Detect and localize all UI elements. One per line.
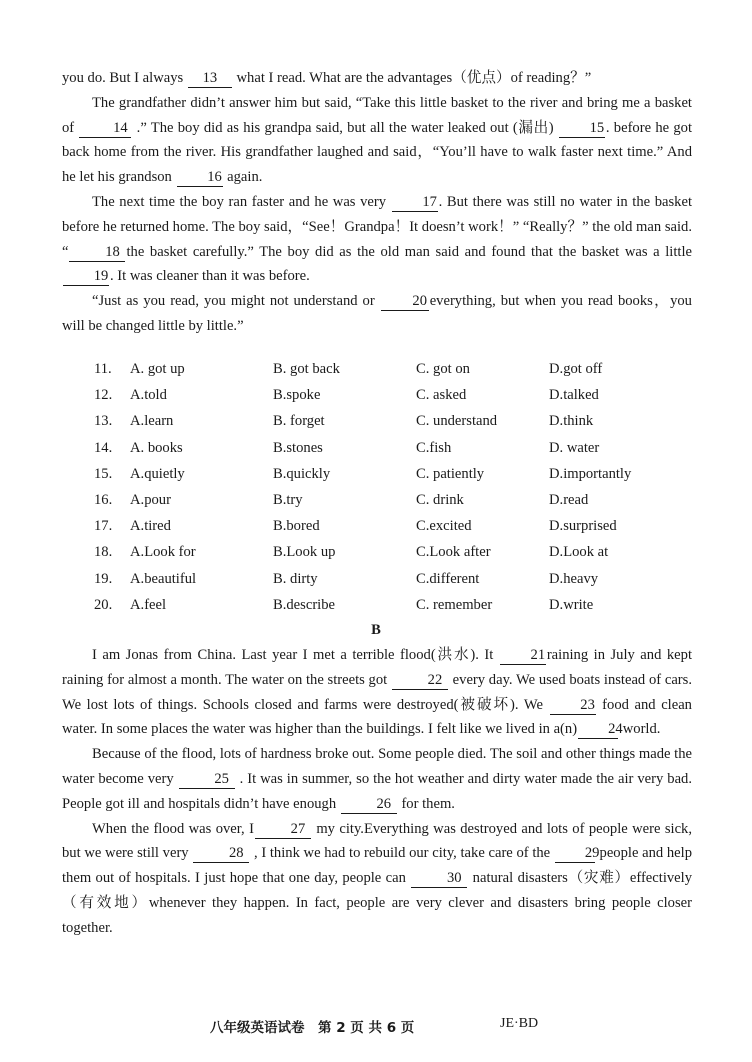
passage-text: every day. We used boats instead of cars. We lost lots of things. Schools closed and farms were destroyed(被破坏). We xyxy=(62,671,692,713)
answer-blank: 27 xyxy=(255,821,311,839)
option-c: C. asked xyxy=(416,387,467,404)
option-row xyxy=(94,492,714,518)
option-b: B.stones xyxy=(273,439,323,456)
answer-blank: 20 xyxy=(381,293,429,311)
option-b: B.try xyxy=(273,491,303,508)
answer-blank: 24 xyxy=(578,721,618,739)
option-c: C.different xyxy=(416,570,480,587)
option-d: D.talked xyxy=(549,387,599,404)
option-b: B.bored xyxy=(273,518,320,535)
question-number: 14. xyxy=(94,439,113,456)
passage-text: natural disasters（灾难）effectively（有效地）whenever they happen. In fact, people are very clever and disasters bring people closer together. xyxy=(62,870,692,936)
passage-text: you do. But I always xyxy=(62,70,187,86)
answer-blank: 23 xyxy=(550,697,596,715)
option-row xyxy=(94,466,714,492)
option-a: A.beautiful xyxy=(130,570,197,587)
question-number: 13. xyxy=(94,413,113,430)
passage-text: The next time the boy ran faster and he was very xyxy=(92,193,391,210)
passage-text: again. xyxy=(223,169,263,186)
option-row xyxy=(94,544,714,570)
option-a: A. got up xyxy=(130,361,185,377)
passage-text: , I think we had to rebuild our city, take care of the xyxy=(250,845,554,862)
answer-blank: 15 xyxy=(559,120,605,138)
passage-text: raining in July and kept raining for almost a month. The water on the streets got xyxy=(62,647,692,688)
option-row xyxy=(94,361,714,387)
option-b: B. forget xyxy=(273,413,325,430)
answer-blank: 19 xyxy=(63,268,109,286)
option-row xyxy=(94,440,714,466)
option-row xyxy=(94,387,714,413)
option-d: D.surprised xyxy=(549,518,617,535)
option-d: D.importantly xyxy=(549,465,632,482)
passage-text: . But there was still no water in the basket before he returned home. The boy said，“See！Grandpa！It doesn’t work！” “Really？” the old man said. “ xyxy=(62,193,693,260)
passage-paragraph xyxy=(62,643,692,742)
option-b: B.Look up xyxy=(273,544,336,561)
passage-paragraph xyxy=(62,289,692,339)
option-a: A.Look for xyxy=(130,544,196,561)
option-a: A.tired xyxy=(130,518,171,535)
passage-text: . It was in summer, so the hot weather and dirty water made the air very bad. People got ill and hospitals didn’t have enough xyxy=(62,770,692,812)
question-number: 15. xyxy=(94,465,113,482)
answer-blank: 18 xyxy=(69,244,125,262)
option-a: A. books xyxy=(130,439,183,456)
passage-text: The grandfather didn’t answer him but said, “Take this little basket to the river and bring me a basket of xyxy=(62,94,692,136)
question-number: 11. xyxy=(94,361,112,377)
option-row xyxy=(94,518,714,544)
answer-blank: 22 xyxy=(392,672,448,690)
answer-blank: 16 xyxy=(177,169,223,187)
passage-paragraph xyxy=(62,817,692,941)
question-number: 12. xyxy=(94,387,113,404)
option-a: A.learn xyxy=(130,413,174,430)
option-c: C.fish xyxy=(416,439,452,456)
answer-blank: 21 xyxy=(500,647,546,665)
passage-b xyxy=(62,643,692,941)
option-b: B.spoke xyxy=(273,387,321,404)
option-c: C. patiently xyxy=(416,465,485,482)
option-c: C. remember xyxy=(416,596,493,613)
option-a: A.pour xyxy=(130,491,171,508)
passage-text: people and help them out of hospitals. I just hope that one day, people can xyxy=(62,845,693,887)
options-list xyxy=(94,361,714,623)
question-number: 18. xyxy=(94,544,113,561)
option-c: C. drink xyxy=(416,491,464,508)
answer-blank: 14 xyxy=(79,120,131,138)
passage-text: Because of the flood, lots of hardness broke out. Some people died. The soil and other things made the water become very xyxy=(62,746,692,787)
passage-paragraph xyxy=(62,742,692,816)
passage-text: “Just as you read, you might not understand or xyxy=(92,293,380,310)
option-d: D.write xyxy=(549,596,594,613)
option-d: D. water xyxy=(549,439,600,456)
passage-paragraph xyxy=(62,66,692,91)
passage-text: for them. xyxy=(397,795,455,812)
question-number: 19. xyxy=(94,570,113,587)
answer-blank: 29 xyxy=(555,845,595,863)
option-b: B. dirty xyxy=(273,570,318,587)
option-a: A.feel xyxy=(130,596,167,613)
answer-blank: 30 xyxy=(411,870,467,888)
option-row xyxy=(94,597,714,623)
option-d: D.read xyxy=(549,491,589,508)
option-d: D.think xyxy=(549,413,594,430)
question-number: 20. xyxy=(94,596,113,613)
answer-blank: 25 xyxy=(179,771,235,789)
option-d: D.heavy xyxy=(549,570,599,587)
option-row xyxy=(94,571,714,597)
option-d: D.Look at xyxy=(549,544,609,561)
answer-blank: 26 xyxy=(341,796,397,814)
question-number: 16. xyxy=(94,491,113,508)
passage-text: When the flood was over, I xyxy=(92,820,254,837)
option-d: D.got off xyxy=(549,361,603,377)
passage-paragraph xyxy=(62,91,692,190)
passage-text: what I read. What are the advantages（优点）of reading？” xyxy=(232,70,592,86)
option-a: A.told xyxy=(130,387,167,404)
passage-text: . before he got back home from the river. His grandfather laughed and said，“You’ll have to walk faster next time.” And he let his grandson xyxy=(62,119,692,186)
option-c: C.Look after xyxy=(416,544,491,561)
option-b: B.describe xyxy=(273,596,336,613)
option-a: A.quietly xyxy=(130,465,185,482)
passage-text: .” The boy did as his grandpa said, but all the water leaked out (漏出) xyxy=(132,119,558,136)
passage-text: . It was cleaner than it was before. xyxy=(110,268,310,285)
option-c: C.excited xyxy=(416,518,472,535)
passage-text: world. xyxy=(619,721,661,738)
passage-text: my city.Everything was destroyed and lots of people were sick, but we were still very xyxy=(62,820,693,862)
option-b: B. got back xyxy=(273,361,340,377)
passage-text: I am Jonas from China. Last year I met a terrible flood(洪水). It xyxy=(92,647,499,663)
answer-blank: 17 xyxy=(392,194,438,212)
passage-text: food and clean water. In some places the water was higher than the buildings. I felt like we lived in a(n) xyxy=(62,696,692,738)
option-c: C. got on xyxy=(416,361,470,377)
option-row xyxy=(94,413,714,439)
passage-a xyxy=(62,66,692,339)
passage-text: the basket carefully.” The boy did as the old man said and found that the basket was a little xyxy=(126,243,692,260)
option-b: B.quickly xyxy=(273,465,331,482)
footer-page-info: 八年级英语试卷 第 2 页 共 6 页 xyxy=(210,1020,415,1036)
passage-text: everything, but when you read books，you will be changed little by little.” xyxy=(62,293,692,334)
question-number: 17. xyxy=(94,518,113,535)
option-c: C. understand xyxy=(416,413,498,430)
answer-blank: 28 xyxy=(193,845,249,863)
section-heading: B xyxy=(371,622,381,638)
footer-code: JE·BD xyxy=(500,1016,539,1031)
passage-paragraph xyxy=(62,190,692,289)
answer-blank: 13 xyxy=(188,70,232,88)
